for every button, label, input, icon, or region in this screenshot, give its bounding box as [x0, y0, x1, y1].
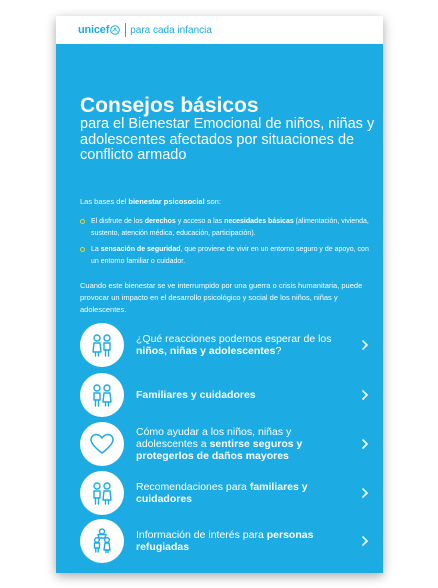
item-icon-circle — [80, 323, 124, 367]
bullet-dot — [80, 247, 85, 252]
list-item-reactions[interactable] — [80, 323, 370, 367]
children-icon — [88, 331, 116, 359]
bullet-item-safety: La sensación de seguridad, que proviene de vivir en un entorno seguro y de apoyo, con un entorno familiar o cuidador. — [80, 244, 370, 268]
logo-tagline: para cada infancia — [130, 24, 212, 36]
logo-divider — [125, 23, 126, 37]
item-icon-circle — [80, 519, 124, 563]
item-icon-circle — [80, 471, 124, 515]
refugee-icon — [88, 527, 116, 555]
list-item-text: Recomendaciones para familiares y cuidadores — [136, 481, 308, 505]
chevron-right-icon[interactable] — [360, 389, 370, 401]
list-item-text: Familiares y cuidadores — [136, 389, 256, 401]
family-icon — [88, 479, 116, 507]
list-item-text: Información de interés para personas refugiadas — [136, 529, 314, 553]
impact-paragraph: Cuando este bienestar se ve interrumpido por una guerra o crisis humanitaria, puede provocar un impacto en el desarrollo psicológico y social de los niños, niñas y adolescentes. — [80, 281, 363, 314]
item-icon-circle — [80, 373, 124, 417]
bullet-item-rights: El disfrute de los derechos y acceso a las necesidades básicas (alimentación, vivienda, sustento, atención médica, educación, participación). — [80, 216, 370, 240]
intro-text: Las bases del bienestar psicosocial son: — [80, 197, 221, 206]
list-item-safety[interactable] — [80, 422, 370, 466]
chevron-right-icon[interactable] — [360, 487, 370, 499]
list-item-family[interactable] — [80, 373, 370, 417]
heart-icon — [88, 430, 116, 458]
bullet-dot — [80, 219, 85, 224]
info-card — [56, 16, 383, 573]
globe-icon — [110, 25, 120, 35]
family-icon — [88, 381, 116, 409]
page-subtitle: para el Bienestar Emocional de niños, niñas y adolescentes afectados por situaciones de conflicto armado — [80, 116, 375, 163]
header-bar — [56, 16, 383, 44]
chevron-right-icon[interactable] — [360, 535, 370, 547]
list-item-text: ¿Qué reacciones podemos esperar de los niños, niñas y adolescentes? — [136, 333, 332, 357]
list-item-recommendations[interactable] — [80, 471, 370, 515]
item-icon-circle — [80, 422, 124, 466]
chevron-right-icon[interactable] — [360, 339, 370, 351]
chevron-right-icon[interactable] — [360, 438, 370, 450]
unicef-logo: unicef — [78, 24, 110, 36]
list-item-text: Cómo ayudar a los niños, niñas y adolescentes a sentirse seguros y protegerlos de daños mayores — [136, 426, 303, 462]
page-title: Consejos básicos — [80, 94, 259, 117]
list-item-refugees[interactable] — [80, 519, 370, 563]
